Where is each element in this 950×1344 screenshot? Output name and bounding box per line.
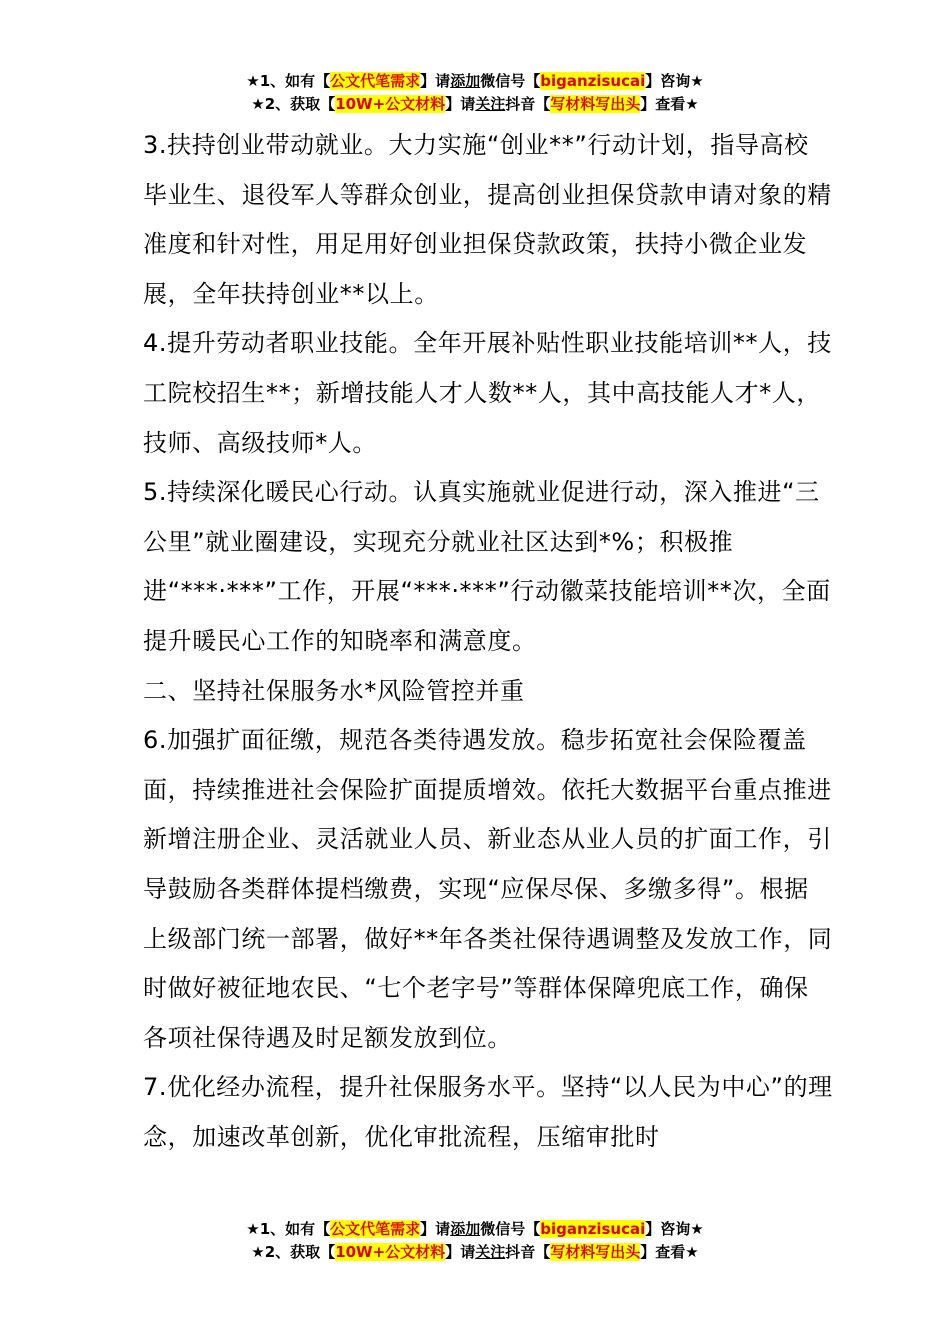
promo-text: 】咨询★: [645, 72, 704, 90]
promo-text: 】咨询★: [645, 1220, 704, 1238]
paragraph-social-insurance-coverage: 6.加强扩面征缴，规范各类待遇发放。稳步拓宽社会保险覆盖面，持续推进社会保险扩面提质增效。依托大数据平台重点推进新增注册企业、灵活就业人员、新业态从业人员的扩面工作，引导鼓励各类群体提档缴费，实现“应保尽保、多缴多得”。根据上级部门统一部署，做好**年各类社保待遇调整及发放工作，同时做好被征地农民、“七个老字号”等群体保障兜底工作，确保各项社保待遇及时足额发放到位。: [143, 726, 833, 1052]
promo-text: 】请: [420, 72, 451, 90]
promo-text: 】查看★: [640, 95, 699, 113]
promo-highlight: 写材料写出头: [550, 95, 641, 113]
promo-text: ★2、获取【: [251, 1243, 336, 1261]
promo-text: 】请: [420, 1220, 451, 1238]
paragraph-vocational-skills: 4.提升劳动者职业技能。全年开展补贴性职业技能培训**人，技工院校招生**；新增技能人才人数**人，其中高技能人才*人，技师、高级技师*人。: [143, 329, 832, 457]
promo-highlight: 写材料写出头: [550, 1243, 641, 1261]
promo-text: ★1、如有【: [246, 72, 331, 90]
promo-text: 】请: [445, 95, 476, 113]
promo-highlight: 10W+公文材料: [335, 95, 446, 113]
section-heading: 二、坚持社保服务水*风险管控并重: [143, 676, 525, 705]
promo-underlined: 添加: [450, 72, 481, 90]
promo-text: 】查看★: [640, 1243, 699, 1261]
promo-line-2: [0, 93, 950, 116]
promo-highlight: biganzisucai: [540, 1220, 646, 1238]
promo-text: 抖音【: [505, 1243, 551, 1261]
promo-underlined: 添加: [450, 1220, 481, 1238]
promo-underlined: 关注: [475, 1243, 506, 1261]
promo-highlight: 公文代笔需求: [330, 72, 421, 90]
promo-line-2: [0, 1241, 950, 1264]
document-body: [143, 121, 833, 1162]
paragraph-process-optimization: 7.优化经办流程，提升社保服务水平。坚持“以人民为中心”的理念，加速改革创新，优化审批流程，压缩审批时: [143, 1073, 833, 1151]
promo-text: 微信号【: [480, 1220, 541, 1238]
paragraph-entrepreneurship: 3.扶持创业带动就业。大力实施“创业**”行动计划，指导高校毕业生、退役军人等群众创业，提高创业担保贷款申请对象的精准度和针对性，用足用好创业担保贷款政策，扶持小微企业发展，全年扶持创业**以上。: [143, 131, 832, 308]
promo-text: ★1、如有【: [246, 1220, 331, 1238]
promo-highlight: 10W+公文材料: [335, 1243, 446, 1261]
promo-highlight: 公文代笔需求: [330, 1220, 421, 1238]
promo-text: 】请: [445, 1243, 476, 1261]
promo-text: 抖音【: [505, 95, 551, 113]
promo-line-1: [0, 1218, 950, 1241]
promo-text: ★2、获取【: [251, 95, 336, 113]
promo-highlight: biganzisucai: [540, 72, 646, 90]
promo-underlined: 关注: [475, 95, 506, 113]
promo-banner-top: [0, 70, 950, 116]
promo-banner-bottom: [0, 1218, 950, 1264]
promo-line-1: [0, 70, 950, 93]
paragraph-warm-heart-action: 5.持续深化暖民心行动。认真实施就业促进行动，深入推进“三公里”就业圈建设，实现充分就业社区达到*%；积极推进“***·***”工作，开展“***·***”行动徽菜技能培训**次，全面提升暖民心工作的知晓率和满意度。: [143, 478, 831, 655]
promo-text: 微信号【: [480, 72, 541, 90]
